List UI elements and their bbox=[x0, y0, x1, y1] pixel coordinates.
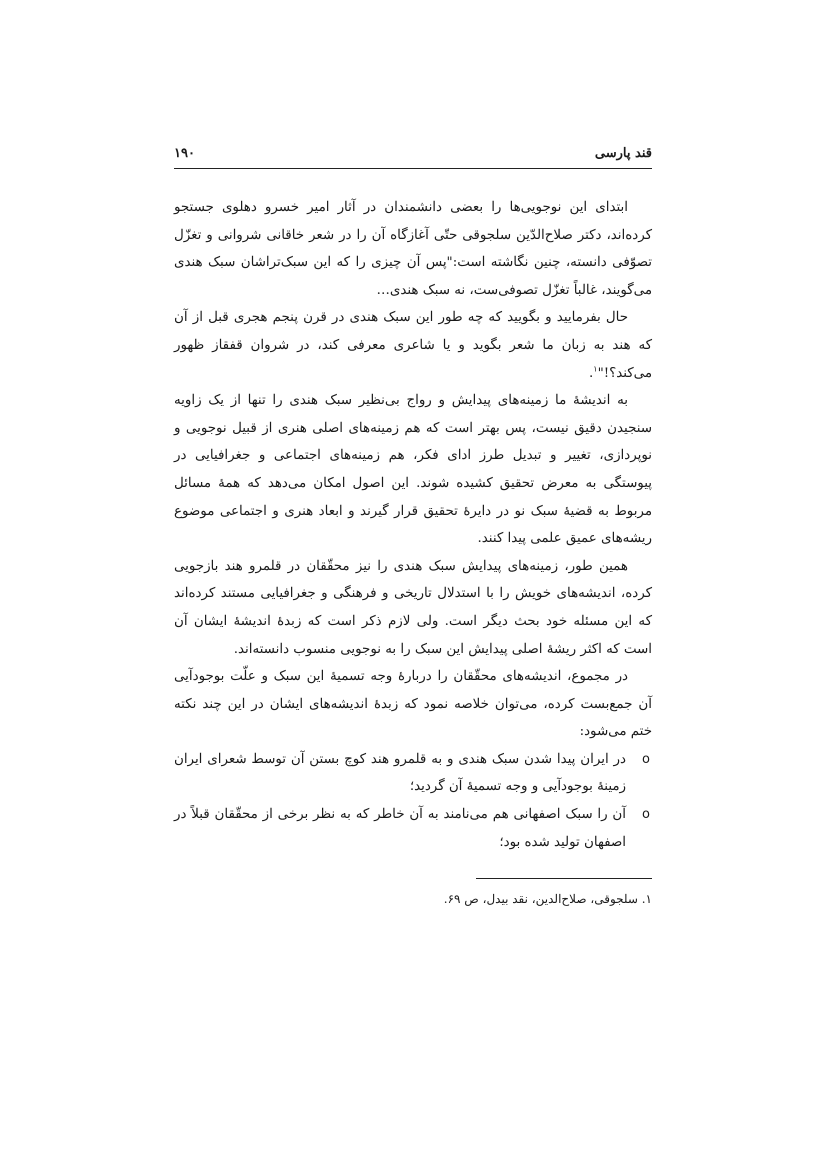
journal-name: قند پارسی bbox=[594, 146, 652, 161]
page-header bbox=[174, 146, 652, 169]
circle-bullet-icon: o bbox=[642, 807, 650, 823]
footnote-divider bbox=[476, 878, 652, 879]
body-text bbox=[174, 194, 652, 856]
footnote-ref: ۱ bbox=[593, 364, 598, 374]
list-item: o آن را سبک اصفهانی هم می‌نامند به آن خاطر که به نظر برخی از محقّقان قبلاً در اصفهان تولید شده بود؛ bbox=[174, 801, 652, 856]
list-item: o در ایران پیدا شدن سبک هندی و به قلمرو هند کوچ بستن آن توسط شعرای ایران زمینهٔ بوجودآیی و وجه تسمیهٔ آن گردید؛ bbox=[174, 746, 652, 801]
page-number: ۱۹۰ bbox=[174, 146, 195, 161]
circle-bullet-icon: o bbox=[642, 751, 650, 767]
paragraph: به اندیشهٔ ما زمینه‌های پیدایش و رواج بی‌نظیر سبک هندی را تنها از یک زاویه سنجیدن دقیق نیست، پس بهتر است که هم زمینه‌های اصلی هنری از قبیل نوجویی و نوپردازی، تغییر و تبدیل طرز ادای فکر، هم زمینه‌های اجتماعی و جغرافیایی در پیوستگی به معرض تحقیق کشیده شوند. این اصول امکان می‌دهد که همهٔ مسائل مربوط به قضیهٔ سبک نو در دایرهٔ تحقیق قرار گیرند و ابعاد هنری و اجتماعی موضوع ریشه‌های عمیق علمی پیدا کنند. bbox=[174, 393, 652, 547]
paragraph: ابتدای این نوجویی‌ها را بعضی دانشمندان در آثار امیر خسرو دهلوی جستجو کرده‌اند، دکتر صلاح‌الدّین سلجوقی حتّی آغازگاه آن را در شعر خاقانی شروانی و تغزّل تصوّفی دانسته، چنین نگاشته است:"پس آن چیزی را که این سبک‌تراشان سبک هندی می‌گویند، غالباً تغزّل تصوفی‌ست، نه سبک هندی… bbox=[174, 200, 652, 298]
paragraph: حال بفرمایید و بگویید که چه طور این سبک هندی در قرن پنجم هجری قبل از آن که هند به زبان ما شعر بگوید و یا شاعری معرفی کند، در شروان قفقاز ظهور می‌کند؟!"$^۱$. bbox=[174, 310, 652, 381]
paragraph: همین طور، زمینه‌های پیدایش سبک هندی را نیز محقّقان در قلمرو هند بازجویی کرده، اندیشه‌های خویش را با استدلال تاریخی و فرهنگی و جغرافیایی مستند کرده‌اند که این مسئله خود بحث دیگر است. ولی لازم ذکر است که زبدهٔ اندیشهٔ ایشان آن است که اکثر ریشهٔ اصلی پیدایش این سبک را به نوجویی منسوب دانسته‌اند. bbox=[174, 558, 652, 657]
footnote: ۱. سلجوقی، صلاح‌الدین، نقد بیدل، ص ۶۹. bbox=[443, 892, 652, 906]
paragraph: در مجموع، اندیشه‌های محقّقان را دربارهٔ وجه تسمیهٔ این سبک و علّت بوجودآیی آن جمع‌بست کرده، می‌توان خلاصه نمود که زبدهٔ اندیشه‌های ایشان در این چند نکته ختم می‌شود: bbox=[174, 669, 652, 740]
bullet-list bbox=[174, 746, 652, 856]
